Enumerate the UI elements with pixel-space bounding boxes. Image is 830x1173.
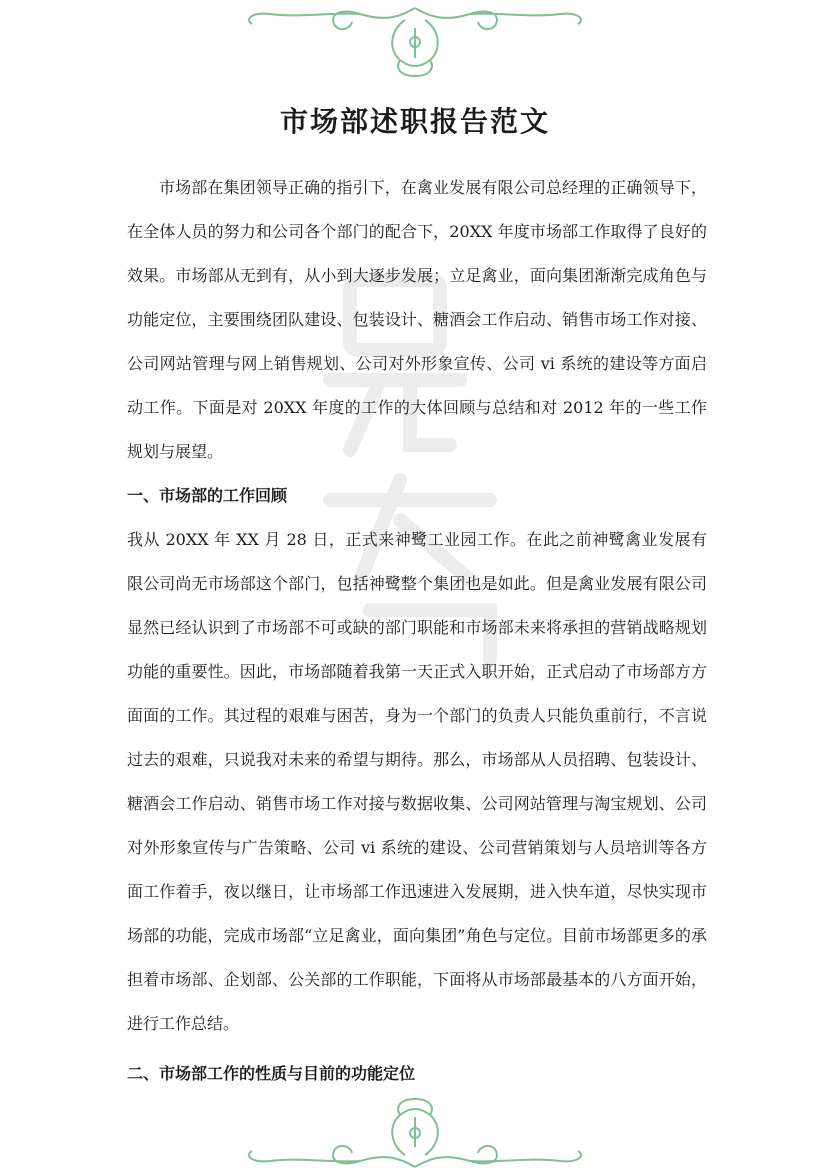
section-1-paragraph: 我从 20XX 年 XX 月 28 日，正式来神鹭工业园工作。在此之前神鹭禽业发展有限公司尚无市场部这个部门，包括神鹭整个集团也是如此。但是禽业发展有限公司显然已经认识到了市场部不可或缺的部门职能和市场部未来将承担的营销战略规划功能的重要性。因此，市场部随着我第一天正式入职开始，正式启动了市场部方方面面的工作。其过程的艰难与困苦，身为一个部门的负责人只能负重前行，不言说过去的艰难，只说我对未来的希望与期待。那么，市场部从人员招聘、包装设计、糖酒会工作启动、销售市场工作对接与数据收集、公司网站管理与淘宝规划、公司对外形象宣传与广告策略、公司 vi 系统的建设、公司营销策划与人员培训等各方面工作着手，夜以继日，让市场部工作迅速进入发展期，进入快车道，尽快实现市场部的功能，完成市场部“立足禽业，面向集团”角色与定位。目前市场部更多的承担着市场部、企划部、公关部的工作职能，下面将从市场部最基本的八方面开始，进行工作总结。 [127, 530, 707, 1033]
top-ornament-border [0, 0, 830, 80]
document-body [127, 166, 707, 1096]
intro-paragraph: 市场部在集团领导正确的指引下，在禽业发展有限公司总经理的正确领导下，在全体人员的努力和公司各个部门的配合下，20XX 年度市场部工作取得了良好的效果。市场部从无到有，从小到大逐步发展；立足禽业，面向集团渐渐完成角色与功能定位，主要围绕团队建设、包装设计、糖酒会工作启动、销售市场工作对接、公司网站管理与网上销售规划、公司对外形象宣传、公司 vi 系统的建设等方面启动工作。下面是对 20XX 年度的工作的大体回顾与总结和对 2012 年的一些工作规划与展望。 [127, 178, 707, 461]
section-1-heading: 一、市场部的工作回顾 [127, 486, 288, 505]
section-2-heading: 二、市场部工作的性质与目前的功能定位 [127, 1064, 416, 1083]
bottom-ornament-border [0, 1093, 830, 1173]
document-title: 市场部述职报告范文 [279, 105, 550, 138]
